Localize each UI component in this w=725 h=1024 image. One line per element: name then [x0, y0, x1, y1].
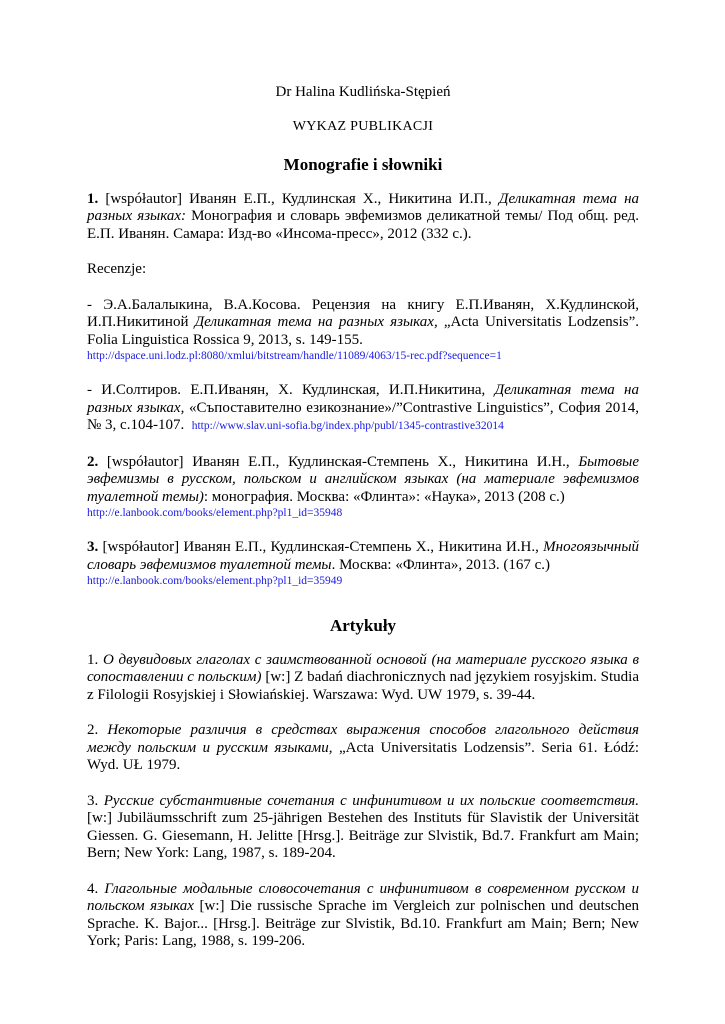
entry-details: : монография. Москва: «Флинта»: «Наука», 2013 (208 с.): [203, 488, 565, 505]
article-entry-2: [87, 722, 639, 775]
review-details: «Съпоставително езикознание»/”Contrastive Linguistics”, София 2014, № 3, c.104-107.: [87, 399, 639, 433]
section-title-artykuly: Artykuły: [329, 616, 397, 635]
entry-details: [w:] Jubiläumsschrift zum 25-jährigen Bestehen des Instituts für Slavistik der Universität Giessen. G. Giesemann, H. Jelitte [Hrsg.]. Beiträge zur Slvistik, Bd.7. Frankfurt am Main; Bern; New York: Lang, 1987, s. 189-204.: [87, 810, 639, 861]
entry-title: Бытовые эвфемизмы в русском, польском и английском языках (на материале эвфемизмов туалетной темы): [87, 453, 639, 505]
entry-details: [w:] Z badań diachronicznych nad językiem rosyjskim. Studia z Filologii Rosyjskiej i Słowiańskiej. Warszawa: Wyd. UW 1979, s. 39-44.: [87, 669, 640, 703]
review-entry-1: [87, 297, 639, 350]
entry-title: Деликатная тема на разных языках:: [87, 190, 640, 224]
monograph-link-3[interactable]: http://e.lanbook.com/books/element.php?pl1_id=35949: [87, 575, 343, 587]
entry-title: Глагольные модальные словосочетания с инфинитивом в современном русском и польском языках: [87, 880, 639, 914]
monograph-entry-2: [87, 454, 639, 507]
review-title: Деликатная тема на разных языках,: [194, 314, 438, 330]
article-entry-3: [87, 793, 639, 863]
entry-details: „Acta Universitatis Lodzensis”. Seria 61. Łódź: Wyd. UŁ 1979.: [87, 739, 639, 773]
entry-number: 2.: [87, 453, 99, 470]
entry-title: О двувидовых глаголах с заимствованной основой (на материале русского языка в сопоставлении с польским): [87, 651, 639, 685]
entry-title: Некоторые различия в средствах выражения способов глагольного действия между польским и русским языками,: [87, 722, 640, 756]
review-link-1[interactable]: http://dspace.uni.lodz.pl:8080/xmlui/bitstream/handle/11089/4063/15-rec.pdf?sequence=1: [87, 350, 502, 362]
entry-authors: [współautor] Иванян Е.П., Кудлинская Х., Никитина И.П.,: [98, 190, 499, 207]
document-subtitle: WYKAZ PUBLIKACJI: [292, 118, 434, 134]
review-link-2[interactable]: http://www.slav.uni-sofia.bg/index.php/publ/1345-contrastive32014: [191, 420, 504, 432]
review-entry-2: [87, 382, 639, 436]
entry-number: 4.: [87, 880, 105, 897]
entry-details: Монография и словарь эвфемизмов деликатной темы/ Под общ. ред. Е.П. Иванян. Самара: Изд-во «Инсома-пресс», 2012 (332 с.).: [87, 208, 639, 242]
recenzje-label: Recenzje:: [87, 261, 147, 277]
entry-number: 3.: [87, 792, 104, 809]
document-page: [87, 84, 639, 951]
review-authors: - И.Солтиров. Е.П.Иванян, Х. Кудлинская, И.П.Никитина,: [87, 382, 495, 398]
entry-number: 3.: [87, 539, 99, 555]
monograph-entry-1: [87, 191, 639, 244]
entry-number: 2.: [87, 722, 108, 738]
entry-title: Многоязычный словарь эвфемизмов туалетной темы: [87, 539, 639, 573]
author-name: Dr Halina Kudlińska-Stępień: [275, 84, 451, 100]
article-entry-1: [87, 652, 639, 705]
review-authors: - Э.А.Балалыкина, В.А.Косова. Рецензия на книгу Е.П.Иванян, Х.Кудлинской, И.П.Никитиной: [87, 296, 639, 330]
review-details: „Acta Universitatis Lodzensis”. Folia Linguistica Rossica 9, 2013, s. 149-155.: [87, 314, 639, 348]
monograph-entry-3: [87, 539, 639, 574]
entry-details: [w:] Die russische Sprache im Vergleich zur polnischen und deutschen Sprache. K. Bajor... [Hrsg.]. Beiträge zur Slvistik, Bd.10. Frankfurt am Main; Bern; New York; Paris: Lang, 1988, s. 199-206.: [87, 898, 639, 949]
entry-number: 1.: [87, 190, 99, 207]
section-title-monografie: Monografie i słowniki: [283, 155, 443, 174]
entry-title: Русские субстантивные сочетания с инфинитивом и их польские соответствия.: [103, 792, 640, 809]
entry-details: . Москва: «Флинта», 2013. (167 с.): [331, 556, 551, 573]
review-title: Деликатная тема на разных языках,: [87, 382, 639, 416]
monograph-link-2[interactable]: http://e.lanbook.com/books/element.php?pl1_id=35948: [87, 507, 343, 519]
entry-authors: [współautor] Иванян Е.П., Кудлинская-Стемпень Х., Никитина И.Н.,: [98, 453, 579, 470]
article-entry-4: [87, 881, 639, 951]
entry-authors: [współautor] Иванян Е.П., Кудлинская-Стемпень Х., Никитина И.Н.,: [98, 539, 544, 555]
entry-number: 1.: [87, 651, 103, 668]
